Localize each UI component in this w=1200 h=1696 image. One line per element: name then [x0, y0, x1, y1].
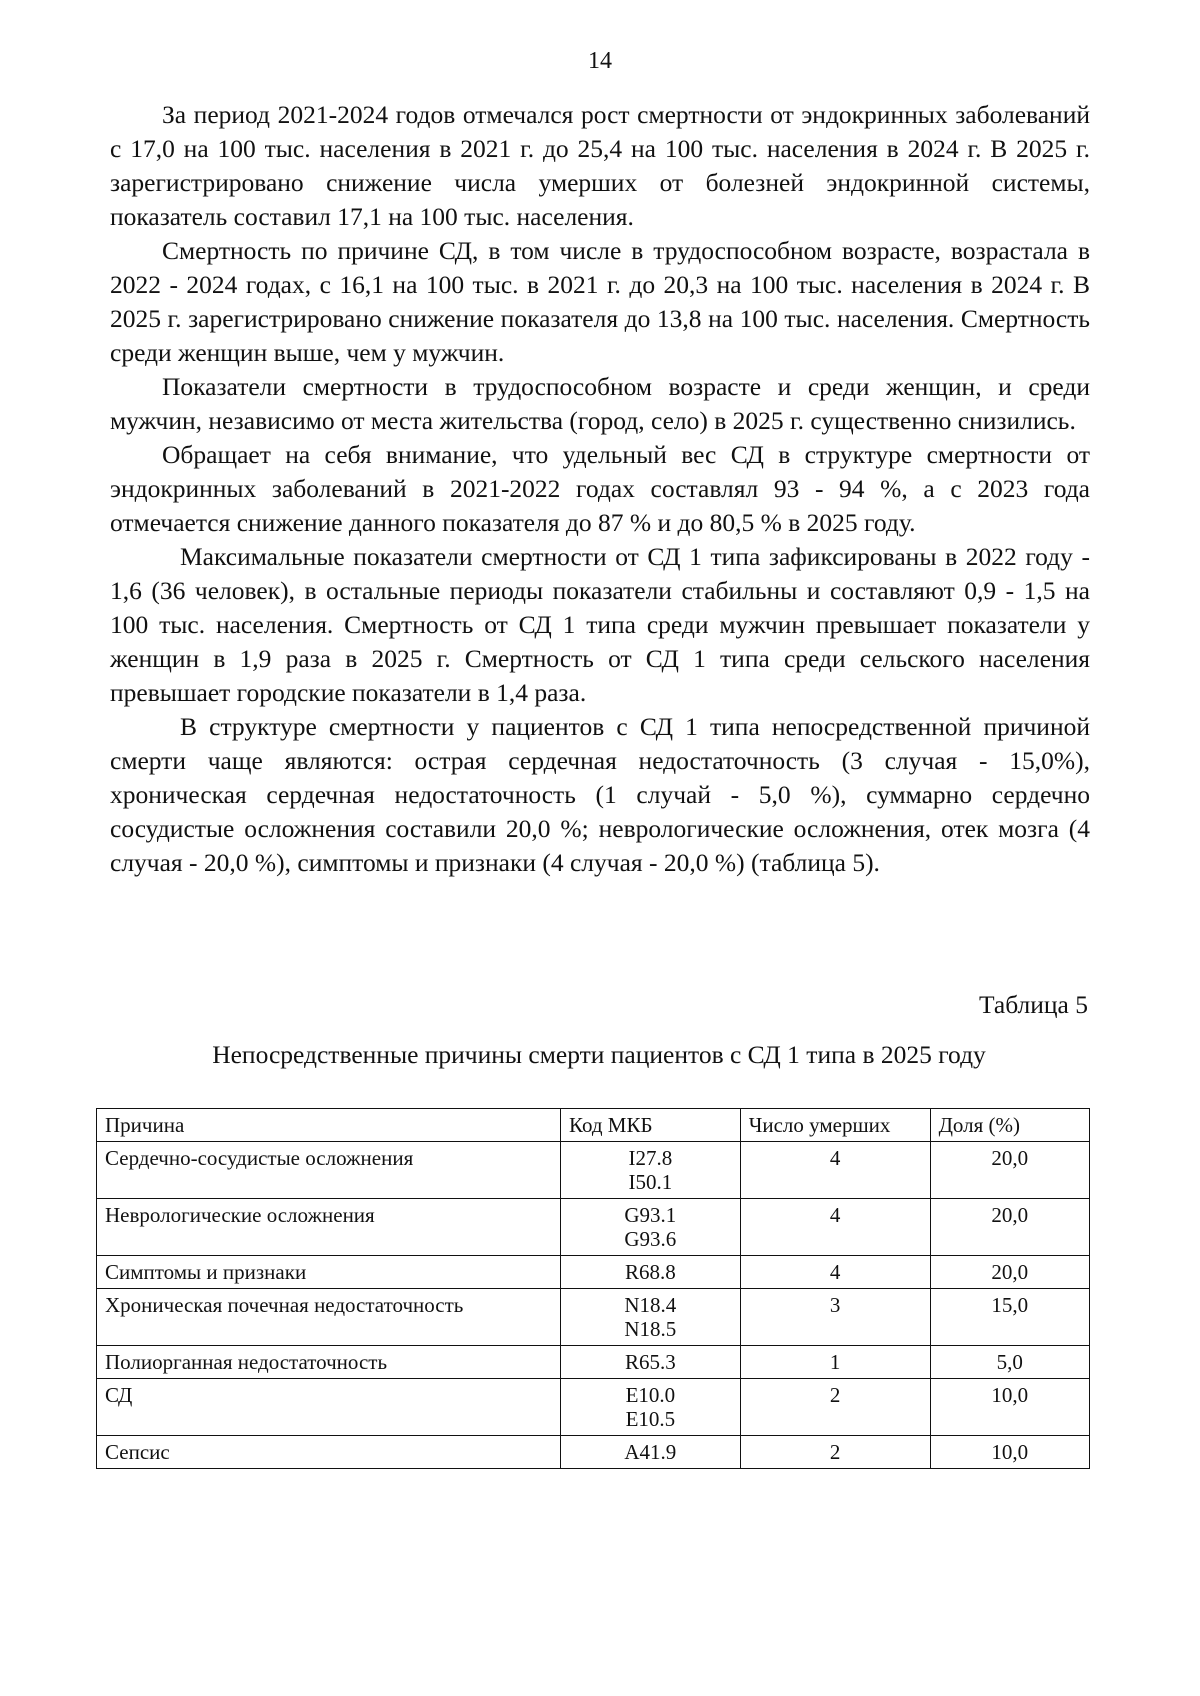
cell-icd-code	[561, 1256, 741, 1289]
cell-cause: Хроническая почечная недостаточность	[97, 1289, 561, 1346]
cell-deaths: 4	[740, 1256, 930, 1289]
cell-cause: Сепсис	[97, 1436, 561, 1469]
table-row	[97, 1199, 1090, 1256]
icd-code: N18.5	[624, 1317, 677, 1341]
cell-cause: Симптомы и признаки	[97, 1256, 561, 1289]
cell-icd-code	[561, 1436, 741, 1469]
page-number: 14	[588, 48, 612, 74]
icd-code: I50.1	[628, 1170, 673, 1194]
cell-deaths: 4	[740, 1199, 930, 1256]
header-share: Доля (%)	[930, 1109, 1089, 1142]
table-row	[97, 1289, 1090, 1346]
cell-deaths: 4	[740, 1142, 930, 1199]
cell-cause: Сердечно-сосудистые осложнения	[97, 1142, 561, 1199]
paragraph: За период 2021-2024 годов отмечался рост смертности от эндокринных заболеваний с 17,0 на 100 тыс. населения в 2021 г. до 25,4 на 100 тыс. населения в 2024 г. В 2025 г. зарегистрировано снижение числа умерших от болезней эндокринной системы, показатель составил 17,1 на 100 тыс. населения.	[110, 100, 1090, 231]
icd-code: G93.6	[624, 1227, 677, 1251]
paragraph: Обращает на себя внимание, что удельный вес СД в структуре смертности от эндокринных заболеваний в 2021-2022 годах составлял 93 - 94 %, а с 2023 года отмечается снижение данного показателя до 87 % и до 80,5 % в 2025 году.	[110, 440, 1090, 537]
cell-share: 20,0	[930, 1142, 1089, 1199]
cell-icd-code	[561, 1289, 741, 1346]
table-row	[97, 1256, 1090, 1289]
causes-table	[96, 1108, 1090, 1469]
cell-share: 20,0	[930, 1199, 1089, 1256]
cell-cause: Неврологические осложнения	[97, 1199, 561, 1256]
cell-icd-code	[561, 1142, 741, 1199]
header-icd-code: Код МКБ	[561, 1109, 741, 1142]
cell-deaths: 2	[740, 1379, 930, 1436]
icd-code: G93.1	[624, 1203, 677, 1227]
header-cause: Причина	[97, 1109, 561, 1142]
icd-code: E10.5	[625, 1407, 676, 1431]
icd-code: N18.4	[624, 1293, 677, 1317]
table-row	[97, 1379, 1090, 1436]
table-header-row	[97, 1109, 1090, 1142]
cell-share: 20,0	[930, 1256, 1089, 1289]
table-body	[97, 1142, 1090, 1469]
body-text	[110, 98, 1090, 880]
table-title: Непосредственные причины смерти пациентов с СД 1 типа в 2025 году	[212, 1040, 986, 1069]
paragraph: Показатели смертности в трудоспособном возрасте и среди женщин, и среди мужчин, независимо от места жительства (город, село) в 2025 г. существенно снизились.	[110, 372, 1090, 435]
cell-deaths: 2	[740, 1436, 930, 1469]
paragraph: Смертность по причине СД, в том числе в трудоспособном возрасте, возрастала в 2022 - 2024 годах, с 16,1 на 100 тыс. в 2021 г. до 20,3 на 100 тыс. населения в 2024 г. В 2025 г. зарегистрировано снижение показателя до 13,8 на 100 тыс. населения. Смертность среди женщин выше, чем у мужчин.	[110, 236, 1090, 367]
cell-deaths: 3	[740, 1289, 930, 1346]
table-row	[97, 1142, 1090, 1199]
table-row	[97, 1346, 1090, 1379]
icd-code: A41.9	[624, 1440, 677, 1464]
cell-cause: СД	[97, 1379, 561, 1436]
paragraph: Максимальные показатели смертности от СД 1 типа зафиксированы в 2022 году - 1,6 (36 человек), в остальные периоды показатели стабильны и составляют 0,9 - 1,5 на 100 тыс. населения. Смертность от СД 1 типа среди мужчин превышает показатели у женщин в 1,9 раза в 2025 г. Смертность от СД 1 типа среди сельского населения превышает городские показатели в 1,4 раза.	[110, 542, 1090, 707]
cell-icd-code	[561, 1346, 741, 1379]
cell-share: 10,0	[930, 1436, 1089, 1469]
cell-icd-code	[561, 1199, 741, 1256]
cell-share: 15,0	[930, 1289, 1089, 1346]
icd-code: R65.3	[624, 1350, 676, 1374]
cell-cause: Полиорганная недостаточность	[97, 1346, 561, 1379]
table-caption: Таблица 5	[978, 990, 1088, 1019]
header-deaths: Число умерших	[740, 1109, 930, 1142]
cell-icd-code	[561, 1379, 741, 1436]
icd-code: R68.8	[624, 1260, 676, 1284]
cell-share: 5,0	[930, 1346, 1089, 1379]
paragraph: В структуре смертности у пациентов с СД 1 типа непосредственной причиной смерти чаще являются: острая сердечная недостаточность (3 случая - 15,0%), хроническая сердечная недостаточность (1 случай - 5,0 %), суммарно сердечно сосудистые осложнения составили 20,0 %; неврологические осложнения, отек мозга (4 случая - 20,0 %), симптомы и признаки (4 случая - 20,0 %) (таблица 5).	[110, 712, 1090, 877]
icd-code: I27.8	[628, 1146, 673, 1170]
cell-share: 10,0	[930, 1379, 1089, 1436]
table-row	[97, 1436, 1090, 1469]
icd-code: E10.0	[625, 1383, 676, 1407]
cell-deaths: 1	[740, 1346, 930, 1379]
